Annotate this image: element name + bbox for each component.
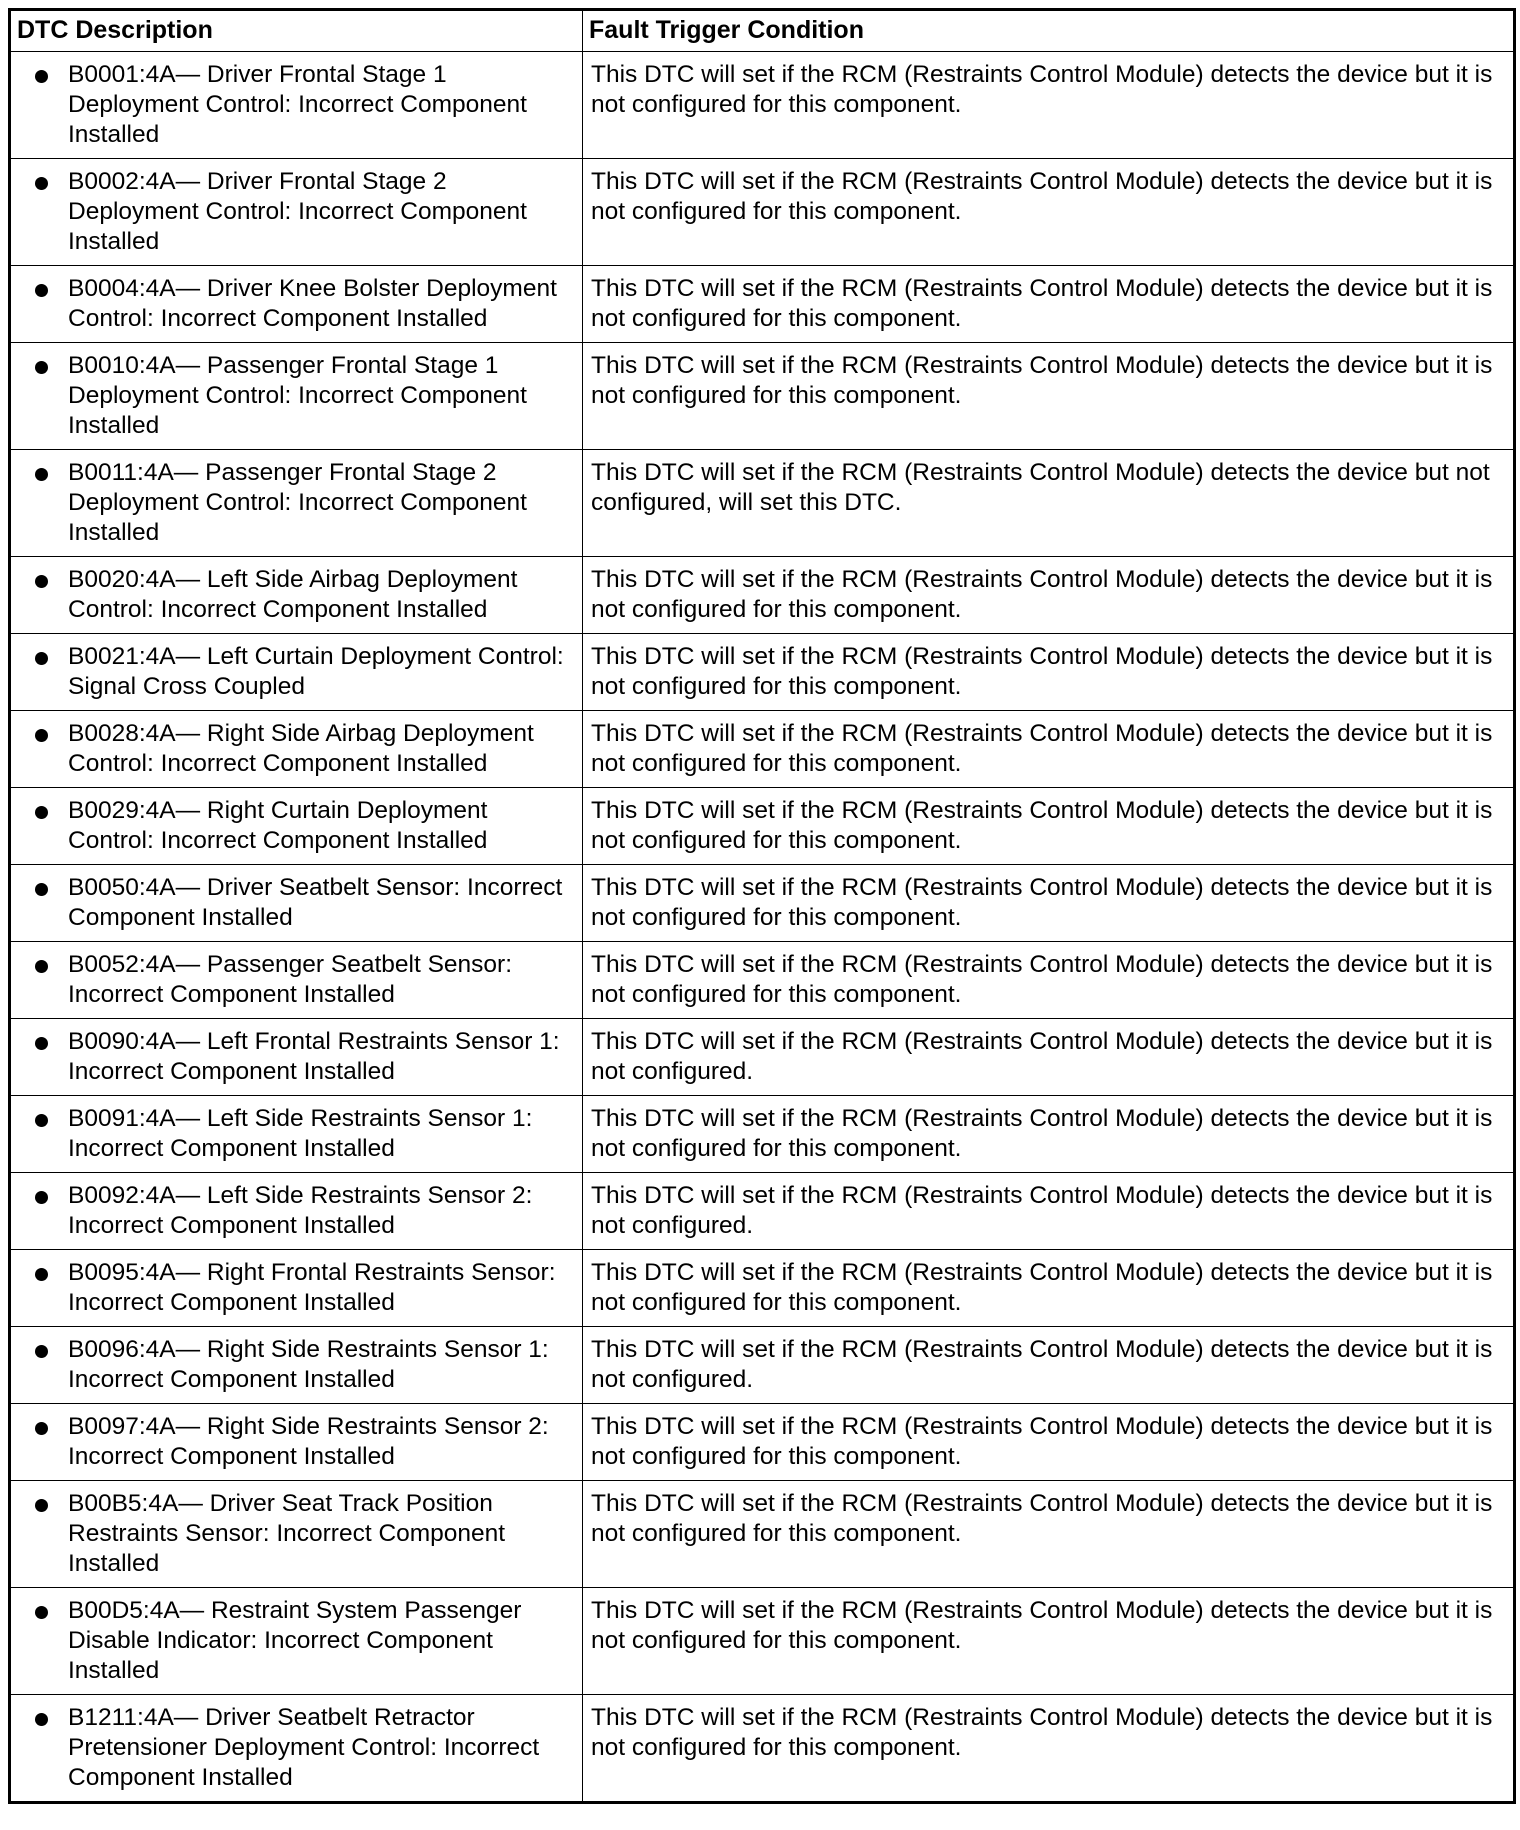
dtc-description-cell [10,1588,583,1695]
dtc-description-cell [10,942,583,1019]
fault-condition-cell: This DTC will set if the RCM (Restraints Control Module) detects the device but it is not configured for this component. [583,788,1515,865]
bullet-icon [35,960,48,973]
bullet-icon [35,70,48,83]
dtc-description-cell [10,1019,583,1096]
dtc-description-cell [10,865,583,942]
fault-condition-cell: This DTC will set if the RCM (Restraints Control Module) detects the device but it is not configured. [583,1019,1515,1096]
dtc-description: B0004:4A— Driver Knee Bolster Deployment Control: Incorrect Component Installed [68,275,557,332]
dtc-description: B0028:4A— Right Side Airbag Deployment Control: Incorrect Component Installed [68,720,534,777]
fault-condition-cell: This DTC will set if the RCM (Restraints Control Module) detects the device but it is not configured for this component. [583,52,1515,159]
fault-condition-cell: This DTC will set if the RCM (Restraints Control Module) detects the device but it is not configured for this component. [583,266,1515,343]
dtc-description: B00B5:4A— Driver Seat Track Position Restraints Sensor: Incorrect Component Installed [68,1490,506,1577]
bullet-icon [35,284,48,297]
table-row [10,557,1515,634]
table-row [10,942,1515,1019]
table-row [10,711,1515,788]
table-row [10,1588,1515,1695]
column-header-dtc-description: DTC Description [10,10,583,52]
bullet-icon [35,1345,48,1358]
fault-condition-cell: This DTC will set if the RCM (Restraints Control Module) detects the device but it is not configured. [583,1173,1515,1250]
bullet-icon [35,1422,48,1435]
bullet-icon [35,729,48,742]
dtc-description-cell [10,52,583,159]
table-row [10,1695,1515,1803]
fault-condition-cell: This DTC will set if the RCM (Restraints Control Module) detects the device but it is not configured for this component. [583,343,1515,450]
fault-condition-cell: This DTC will set if the RCM (Restraints Control Module) detects the device but it is not configured for this component. [583,1588,1515,1695]
dtc-description-cell [10,1481,583,1588]
fault-condition-cell: This DTC will set if the RCM (Restraints Control Module) detects the device but it is not configured for this component. [583,865,1515,942]
bullet-icon [35,468,48,481]
table-row [10,1019,1515,1096]
fault-condition-cell: This DTC will set if the RCM (Restraints Control Module) detects the device but it is not configured. [583,1327,1515,1404]
table-row [10,1327,1515,1404]
bullet-icon [35,1268,48,1281]
bullet-icon [35,1037,48,1050]
dtc-description-cell [10,634,583,711]
table-row [10,1096,1515,1173]
dtc-description-cell [10,1250,583,1327]
dtc-table-container [8,8,1513,1804]
dtc-description: B0050:4A— Driver Seatbelt Sensor: Incorrect Component Installed [68,874,563,931]
dtc-description: B0097:4A— Right Side Restraints Sensor 2: Incorrect Component Installed [68,1413,549,1470]
dtc-description-cell [10,1695,583,1803]
dtc-description: B0011:4A— Passenger Frontal Stage 2 Deployment Control: Incorrect Component Installed [68,459,527,546]
dtc-description-cell [10,788,583,865]
dtc-description: B0052:4A— Passenger Seatbelt Sensor: Incorrect Component Installed [68,951,513,1008]
fault-condition-cell: This DTC will set if the RCM (Restraints Control Module) detects the device but not configured, will set this DTC. [583,450,1515,557]
dtc-description-cell [10,1096,583,1173]
table-row [10,1250,1515,1327]
dtc-description: B0020:4A— Left Side Airbag Deployment Control: Incorrect Component Installed [68,566,518,623]
table-header-row [10,10,1515,52]
fault-condition-cell: This DTC will set if the RCM (Restraints Control Module) detects the device but it is not configured for this component. [583,1096,1515,1173]
bullet-icon [35,1499,48,1512]
dtc-description-cell [10,159,583,266]
fault-condition-cell: This DTC will set if the RCM (Restraints Control Module) detects the device but it is not configured for this component. [583,1250,1515,1327]
table-row [10,865,1515,942]
dtc-description-cell [10,711,583,788]
dtc-table [8,8,1516,1804]
bullet-icon [35,806,48,819]
dtc-description: B0001:4A— Driver Frontal Stage 1 Deployment Control: Incorrect Component Installed [68,61,527,148]
fault-condition-cell: This DTC will set if the RCM (Restraints Control Module) detects the device but it is not configured for this component. [583,159,1515,266]
bullet-icon [35,575,48,588]
table-row [10,1173,1515,1250]
table-row [10,1481,1515,1588]
fault-condition-cell: This DTC will set if the RCM (Restraints Control Module) detects the device but it is not configured for this component. [583,711,1515,788]
dtc-description-cell [10,1404,583,1481]
fault-condition-cell: This DTC will set if the RCM (Restraints Control Module) detects the device but it is not configured for this component. [583,1695,1515,1803]
fault-condition-cell: This DTC will set if the RCM (Restraints Control Module) detects the device but it is not configured for this component. [583,942,1515,1019]
bullet-icon [35,1191,48,1204]
bullet-icon [35,1713,48,1726]
dtc-description: B00D5:4A— Restraint System Passenger Disable Indicator: Incorrect Component Installed [68,1597,522,1684]
dtc-description: B1211:4A— Driver Seatbelt Retractor Pretensioner Deployment Control: Incorrect Component Installed [68,1704,540,1791]
fault-condition-cell: This DTC will set if the RCM (Restraints Control Module) detects the device but it is not configured for this component. [583,1481,1515,1588]
bullet-icon [35,1114,48,1127]
table-row [10,52,1515,159]
dtc-description-cell [10,450,583,557]
bullet-icon [35,177,48,190]
table-row [10,450,1515,557]
dtc-description: B0010:4A— Passenger Frontal Stage 1 Deployment Control: Incorrect Component Installed [68,352,527,439]
table-row [10,159,1515,266]
dtc-description: B0095:4A— Right Frontal Restraints Sensor: Incorrect Component Installed [68,1259,556,1316]
bullet-icon [35,883,48,896]
dtc-description-cell [10,343,583,450]
bullet-icon [35,652,48,665]
fault-condition-cell: This DTC will set if the RCM (Restraints Control Module) detects the device but it is not configured for this component. [583,634,1515,711]
dtc-description: B0092:4A— Left Side Restraints Sensor 2: Incorrect Component Installed [68,1182,533,1239]
column-header-fault-trigger-condition: Fault Trigger Condition [583,10,1515,52]
dtc-description: B0096:4A— Right Side Restraints Sensor 1: Incorrect Component Installed [68,1336,549,1393]
table-row [10,1404,1515,1481]
dtc-description-cell [10,1327,583,1404]
fault-condition-cell: This DTC will set if the RCM (Restraints Control Module) detects the device but it is not configured for this component. [583,557,1515,634]
table-row [10,788,1515,865]
table-row [10,343,1515,450]
bullet-icon [35,361,48,374]
bullet-icon [35,1606,48,1619]
dtc-description: B0002:4A— Driver Frontal Stage 2 Deployment Control: Incorrect Component Installed [68,168,527,255]
dtc-description-cell [10,266,583,343]
dtc-description: B0029:4A— Right Curtain Deployment Control: Incorrect Component Installed [68,797,488,854]
dtc-description-cell [10,1173,583,1250]
table-row [10,634,1515,711]
table-row [10,266,1515,343]
dtc-description: B0091:4A— Left Side Restraints Sensor 1: Incorrect Component Installed [68,1105,533,1162]
dtc-description: B0021:4A— Left Curtain Deployment Control: Signal Cross Coupled [68,643,564,700]
fault-condition-cell: This DTC will set if the RCM (Restraints Control Module) detects the device but it is not configured for this component. [583,1404,1515,1481]
dtc-description-cell [10,557,583,634]
dtc-description: B0090:4A— Left Frontal Restraints Sensor 1: Incorrect Component Installed [68,1028,560,1085]
